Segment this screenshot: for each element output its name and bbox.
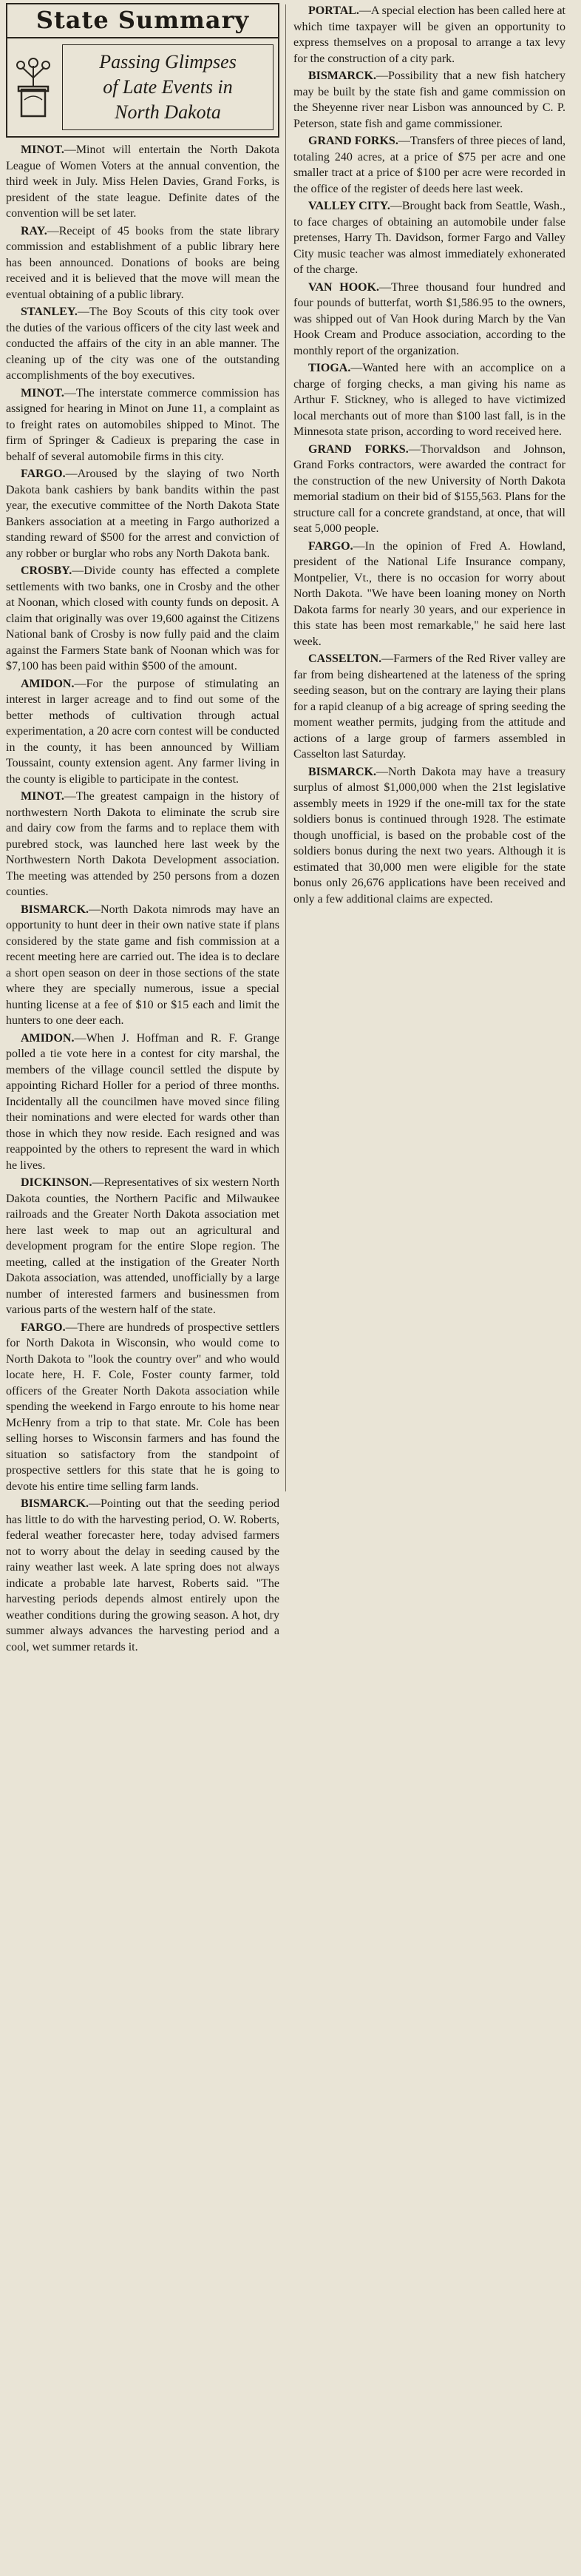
news-item-dateline: DICKINSON. — [21, 1176, 92, 1189]
news-item-dateline: MINOT. — [21, 144, 64, 156]
news-item-dateline: BISMARCK. — [21, 1497, 89, 1510]
masthead — [6, 3, 279, 138]
news-item-text: —Receipt of 45 books from the state library commission and establishment of a public library here has been announced. Donations of books are being received and it is believed that the move will mean the eventual obtaining of a public library. — [6, 224, 279, 301]
news-item-dateline: RAY. — [21, 224, 47, 237]
news-item — [293, 3, 565, 67]
news-item — [293, 360, 565, 440]
news-item-text: —North Dakota may have a treasury surplus of almost $1,000,000 when the 21st legislative assembly meets in 1929 if the one-mill tax for the state soldiers bonus is continued through 1928. The estimate though unofficial, is based on the probable cost of the soldiers bonus during the next two years. Although it is estimated that 30,000 men were eligible for the state bonus only 26,676 applications have been received and only a few additional claims are expected. — [293, 765, 565, 906]
news-item — [293, 442, 565, 537]
news-item-dateline: MINOT. — [21, 790, 64, 803]
news-item — [6, 1031, 279, 1174]
news-item-text: —The Boy Scouts of this city took over the duties of the various officers of the city last week and conducted the affairs of the city in an able manner. The cleaning up of the city was one of the outstanding accomplishments of the boy executives. — [6, 306, 279, 382]
news-item-text: —The greatest campaign in the history of northwestern North Dakota to eliminate the scrub sire and dairy cow from the farms and to replace them with purebred stock, was launched here last week by the Northwestern North Dakota Development association. The meeting was attended by 250 persons from a dozen counties. — [6, 790, 279, 898]
news-item-text: —Representatives of six western North Dakota counties, the Northern Pacific and Milwaukee railroads and the Greater North Dakota association met here last week to map out an agricultural and development program for the entire Slope region. The meeting, called at the instigation of the Greater North Dakota association, was attended, unofficially by a large number of interested farmers and businessmen from various parts of the western half of the state. — [6, 1176, 279, 1316]
news-item-dateline: AMIDON. — [21, 677, 75, 690]
news-item — [6, 902, 279, 1029]
subtitle-line: of Late Events in — [103, 76, 233, 98]
news-item — [6, 304, 279, 384]
news-item-dateline: GRAND FORKS. — [308, 442, 409, 456]
news-item-dateline: CASSELTON. — [308, 653, 382, 665]
news-item — [6, 1320, 279, 1495]
news-item — [293, 764, 565, 908]
news-item-text: —Thorvaldson and Johnson, Grand Forks contractors, were awarded the contract for the construction of the new University of North Dakota memorial stadium on their bid of $155,563. Plans for the structure call for a concrete grandstand, at once, that will seat 5,000 people. — [293, 442, 565, 535]
news-item-text: —Possibility that a new fish hatchery may be built by the state fish and game commission on the Sheyenne river near Lisbon was announced by C. P. Peterson, state fish and game commissioner. — [293, 70, 565, 130]
news-item-dateline: VALLEY CITY. — [308, 200, 390, 212]
news-item-dateline: FARGO. — [21, 468, 66, 480]
news-item-text: —Wanted here with an accomplice on a charge of forging checks, a man giving his name as Arthur F. Stickney, who is alleged to have victimized local merchants out of more than $100 last fall, is in the Minnesota state prison, according to word received here. — [293, 362, 565, 438]
news-item-text: —A special election has been called here at which time taxpayer will be given an opportunity to express themselves on a proposal to arrange a tax levy for the construction of a city park. — [293, 4, 565, 65]
news-item — [6, 676, 279, 788]
masthead-subtitle — [62, 44, 273, 130]
news-item — [6, 223, 279, 303]
news-item — [293, 280, 565, 360]
news-item-dateline: FARGO. — [21, 1321, 66, 1334]
news-item-text: —Transfers of three pieces of land, totaling 240 acres, at a price of $75 per acre and one smaller tract at a price of $100 per acre were recorded in the office of the register of deeds here last week. — [293, 135, 565, 195]
news-item-text: —North Dakota nimrods may have an opportunity to hunt deer in their own native state if plans considered by the state game and fish commission at a recent meeting here are carried out. The idea is to declare a short open season on deer in those sections of the state where they are specially numerous, issue a special hunting license at a fee of $10 or $15 each and limit the hunters to one deer each. — [6, 903, 279, 1027]
news-item-text: —For the purpose of stimulating an interest in larger acreage and to find out some of the better methods of cultivation through actual experimentation, a 20 acre corn contest will be conducted in the county, it has been announced by William Toussaint, county extension agent. Any farmer living in the county is eligible to participate in the contest. — [6, 677, 279, 786]
news-item-dateline: FARGO. — [308, 539, 353, 553]
masthead-body — [7, 38, 278, 136]
news-item — [293, 133, 565, 197]
news-item-text: —Brought back from Seattle, Wash., to face charges of obtaining an automobile under false pretenses, Harry Th. Davidson, former Fargo and Valley City music teacher was almost immediately exhonerated of the charge. — [293, 200, 565, 276]
news-item — [6, 563, 279, 675]
news-item-dateline: BISMARCK. — [308, 70, 377, 82]
news-item-dateline: STANLEY. — [21, 306, 78, 318]
news-item-dateline: GRAND FORKS. — [308, 135, 398, 147]
news-item-dateline: AMIDON. — [21, 1031, 75, 1045]
news-item — [6, 789, 279, 900]
flower-vase-icon — [12, 55, 55, 119]
news-item-dateline: TIOGA. — [308, 362, 351, 374]
news-item-text: —There are hundreds of prospective settlers for North Dakota in Wisconsin, who would come to North Dakota to "look the country over" and who would locate here, H. F. Cole, Foster county farmer, told officers of the Greater North Dakota association while spending the weekend in Fargo enroute to his home near McHenry from a trip to that state. Mr. Cole has been selling horses to Wisconsin farmers and has found the situation so satisfactory from the standpoint of prospective settlers for this state that he is going to devote his entire time selling farm lands. — [6, 1321, 279, 1493]
news-item — [6, 466, 279, 562]
masthead-title: State Summary — [7, 4, 278, 38]
news-item-dateline: MINOT. — [21, 386, 64, 399]
news-item — [6, 1496, 279, 1655]
news-item-dateline: VAN HOOK. — [308, 280, 380, 294]
right-column — [286, 3, 565, 2576]
right-news-list — [293, 3, 565, 907]
news-item — [293, 651, 565, 763]
news-item-text: —When J. Hoffman and R. F. Grange polled a tie vote here in a contest for city marshal, the members of the village council settled the dispute by appointing Richard Holler for a period of three months. Incidentally all the councilmen have moved since filing their nominations and were elected for wards other than those in which they now reside. Each resigned and was reappointed by the others to represent the ward in which he lives. — [6, 1031, 279, 1172]
news-item-text: —Farmers of the Red River valley are far from being disheartened at the lateness of the spring seeding season, but on the contrary are laying their plans for a rapid cleanup of a big acreage of spring seeding the moment weather permits, judging from the attitude and actions of a large group of farmers assembled in Casselton last Saturday. — [293, 653, 565, 761]
news-item-text: —Three thousand four hundred and four pounds of butterfat, worth $1,586.95 to the owners, was shipped out of Van Hook during March by the Van Hook Cream and Produce association, according to the monthly report of the organization. — [293, 280, 565, 357]
news-item — [293, 539, 565, 650]
news-item-text: —Aroused by the slaying of two North Dakota bank cashiers by bank bandits within the past year, the executive committee of the North Dakota State Bankers association at a meeting in Fargo authorized a standing reward of $500 for the arrest and conviction of any robber or burglar who robs any North Dakota bank. — [6, 468, 279, 560]
news-item-text: —Pointing out that the seeding period has little to do with the harvesting period, O. W. Roberts, federal weather forecaster here, today advised farmers not to worry about the delay in seeding caused by the rainy weather last week. A late spring does not always indicate a probable late harvest, Roberts said. "The harvesting periods depends almost entirely upon the weather conditions during the growing season. A hot, dry summer always advances the harvesting period and a cool, wet summer retards it. — [6, 1497, 279, 1653]
left-column — [6, 3, 285, 2576]
news-item-dateline: CROSBY. — [21, 564, 72, 577]
news-item-text: —In the opinion of Fred A. Howland, president of the National Life Insurance company, Montpelier, Vt., there is no occasion for worry about North Dakota. "We have been loaning money on North Dakota farms for nearly 30 years, and our experience in this state has been most remarkable," he said here last week. — [293, 539, 565, 648]
news-item-dateline: BISMARCK. — [308, 765, 377, 778]
news-item-text: —Minot will entertain the North Dakota League of Women Voters at the annual convention, the third week in July. Miss Helen Davies, Grand Forks, is president of the state league. Definite dates of the convention will be set later. — [6, 144, 279, 220]
left-news-list — [6, 142, 279, 1655]
news-item-text: —Divide county has effected a complete settlements with two banks, one in Crosby and the other at Noonan, which closed with county funds on deposit. A claim that originally was over 19,600 against the Citizens National bank of Crosby is now fully paid and the claim against the Farmers State bank of Noonan which was for $7,100 has been paid within $500 of the amount. — [6, 564, 279, 672]
news-item-text: —The interstate commerce commission has assigned for hearing in Minot on June 11, a complaint as to freight rates on automobiles shipped to Minot. The firm of Springer & Cadieux is preparing the case in behalf of several automobile firms in this city. — [6, 386, 279, 463]
news-item-dateline: BISMARCK. — [21, 903, 89, 916]
news-item — [6, 385, 279, 465]
news-item — [6, 142, 279, 222]
subtitle-line: North Dakota — [115, 101, 221, 123]
news-item — [293, 68, 565, 132]
news-item — [6, 1175, 279, 1318]
subtitle-line: Passing Glimpses — [99, 51, 237, 73]
news-item-dateline: PORTAL. — [308, 4, 359, 17]
news-item — [293, 198, 565, 278]
